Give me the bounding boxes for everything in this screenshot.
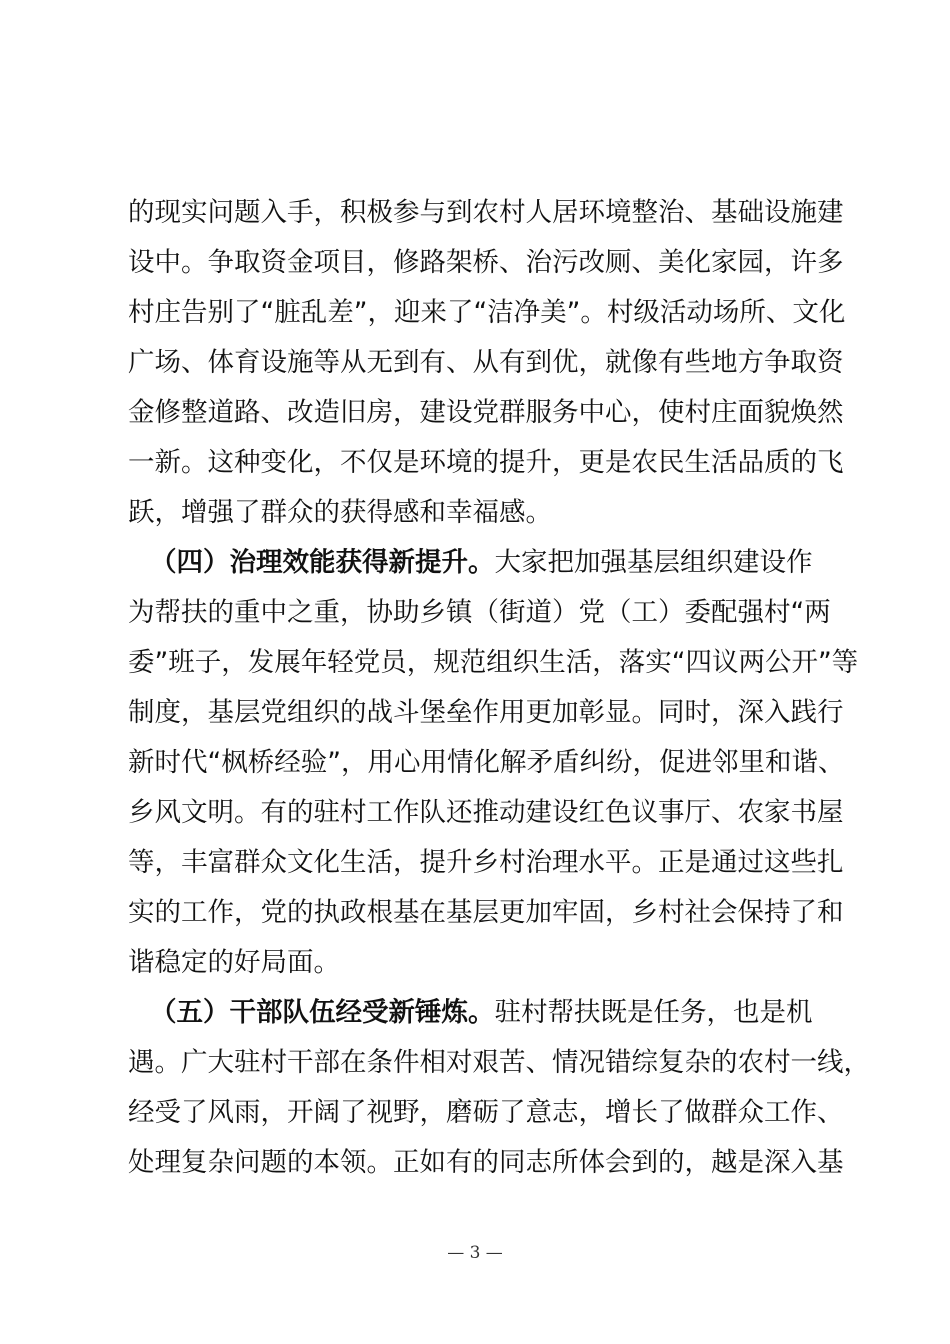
text-line: 制度，基层党组织的战斗堡垒作用更加彰显。同时，深入践行 xyxy=(128,697,844,728)
text-line: 跃，增强了群众的获得感和幸福感。 xyxy=(128,497,552,528)
text-line: 村庄告别了“脏乱差”，迎来了“洁净美”。村级活动场所、文化 xyxy=(128,297,846,328)
text-line: 金修整道路、改造旧房，建设党群服务中心，使村庄面貌焕然 xyxy=(128,397,844,428)
text-line: 谐稳定的好局面。 xyxy=(128,947,340,978)
section-heading: （五）干部队伍经受新锤炼。 xyxy=(150,997,495,1028)
text-line: 为帮扶的重中之重，协助乡镇（街道）党（工）委配强村“两 xyxy=(128,597,831,628)
text-line: 设中。争取资金项目，修路架桥、治污改厕、美化家园，许多 xyxy=(128,247,844,278)
text-line: 等，丰富群众文化生活，提升乡村治理水平。正是通过这些扎 xyxy=(128,847,844,878)
text-line: 新时代“枫桥经验”，用心用情化解矛盾纠纷，促进邻里和谐、 xyxy=(128,747,845,778)
text-line: 一新。这种变化，不仅是环境的提升，更是农民生活品质的飞 xyxy=(128,447,844,478)
text-line: 遇。广大驻村干部在条件相对艰苦、情况错综复杂的农村一线， xyxy=(128,1047,870,1078)
text-line: 委”班子，发展年轻党员，规范组织生活，落实“四议两公开”等 xyxy=(128,647,859,678)
text-line xyxy=(150,538,813,588)
text-line: 经受了风雨，开阔了视野，磨砺了意志，增长了做群众工作、 xyxy=(128,1097,844,1128)
text-line: 广场、体育设施等从无到有、从有到优，就像有些地方争取资 xyxy=(128,347,844,378)
text-line: 实的工作，党的执政根基在基层更加牢固，乡村社会保持了和 xyxy=(128,897,844,928)
text-line xyxy=(150,988,813,1038)
text-span: 驻村帮扶既是任务，也是机 xyxy=(494,997,813,1028)
text-line: 的现实问题入手，积极参与到农村人居环境整治、基础设施建 xyxy=(128,197,844,228)
section-heading: （四）治理效能获得新提升。 xyxy=(150,547,495,578)
text-span: 大家把加强基层组织建设作 xyxy=(494,547,813,578)
text-line: 乡风文明。有的驻村工作队还推动建设红色议事厅、农家书屋 xyxy=(128,797,844,828)
page-number: — 3 — xyxy=(447,1243,503,1263)
text-line: 处理复杂问题的本领。正如有的同志所体会到的，越是深入基 xyxy=(128,1147,844,1178)
